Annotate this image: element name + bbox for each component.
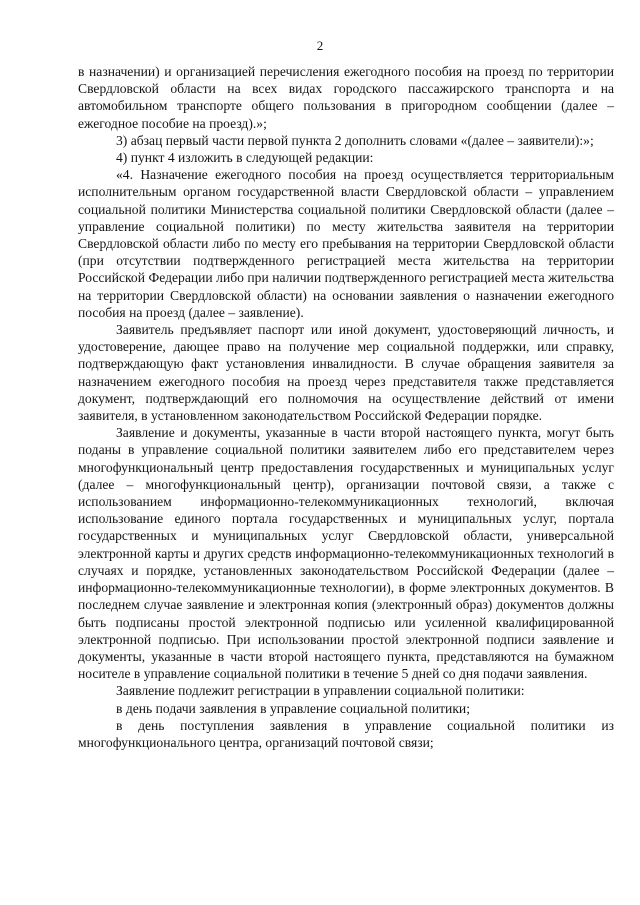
paragraph-submission-methods: Заявление и документы, указанные в части второй настоящего пункта, могут быть поданы в управление социальной политики заявителем либо его представителем через многофункциональный центр предоставления государственных и муниципальных услуг (далее – многофункциональный центр), организации почтовой связи, а также с использованием информационно-телекоммуникационных технологий, включая использование единого портала государственных и муниципальных услуг, портала государственных и муниципальных услуг Свердловской области, универсальной электронной карты и других средств информационно-телекоммуникационных технологий в случаях и порядке, установленных законодательством Российской Федерации (далее – информационно-телекоммуникационные технологии), в форме электронных документов. В последнем случае заявление и электронная копия (электронный образ) документов должны быть подписаны простой электронной подписью или усиленной квалифицированной электронной подписью. При использовании простой электронной подписи заявление и документы, указанные в части второй настоящего пункта, представляются на бумажном носителе в управление социальной политики в течение 5 дней со дня подачи заявления. [78, 425, 614, 682]
paragraph-amendment-3: 3) абзац первый части первой пункта 2 дополнить словами «(далее – заявители):»; [116, 132, 594, 148]
page-number: 2 [316, 38, 324, 53]
paragraph-registration: Заявление подлежит регистрации в управлении социальной политики: [116, 683, 525, 699]
paragraph-amendment-4: 4) пункт 4 изложить в следующей редакции: [116, 150, 374, 166]
document-body [78, 63, 614, 751]
paragraph-applicant-documents: Заявитель предъявляет паспорт или иной документ, удостоверяющий личность, и удостоверение, дающее право на получение мер социальной поддержки, или справку, подтверждающую факт установления инвалидности. В случае обращения заявителя за назначением ежегодного пособия на проезд через представителя также представляется документ, подтверждающий его полномочия на осуществление действий от имени заявителя, в установленном законодательством Российской Федерации порядке. [78, 322, 614, 424]
paragraph-clause-4: «4. Назначение ежегодного пособия на проезд осуществляется территориальным исполнительным органом государственной власти Свердловской области – управлением социальной политики Министерства социальной политики Свердловской области (далее – управление социальной политики) по месту жительства заявителя на территории Свердловской области либо по месту его пребывания на территории Свердловской области (при отсутствии подтвержденного регистрацией места жительства на территории Российской Федерации либо при наличии подтвержденного регистрацией места жительства на территории Свердловской области) на основании заявления о назначении ежегодного пособия на проезд (далее – заявление). [78, 167, 614, 320]
paragraph-continuation: в назначении) и организацией перечисления ежегодного пособия на проезд по территории Свердловской области на всех видах городского пассажирского транспорта и на автомобильном транспорте общего пользования в пригородном сообщении (далее – ежегодное пособие на проезд).»; [78, 64, 614, 131]
paragraph-registration-day-2: в день поступления заявления в управление социальной политики из многофункционального центра, организаций почтовой связи; [78, 717, 614, 750]
paragraph-registration-day-1: в день подачи заявления в управление социальной политики; [116, 700, 470, 716]
